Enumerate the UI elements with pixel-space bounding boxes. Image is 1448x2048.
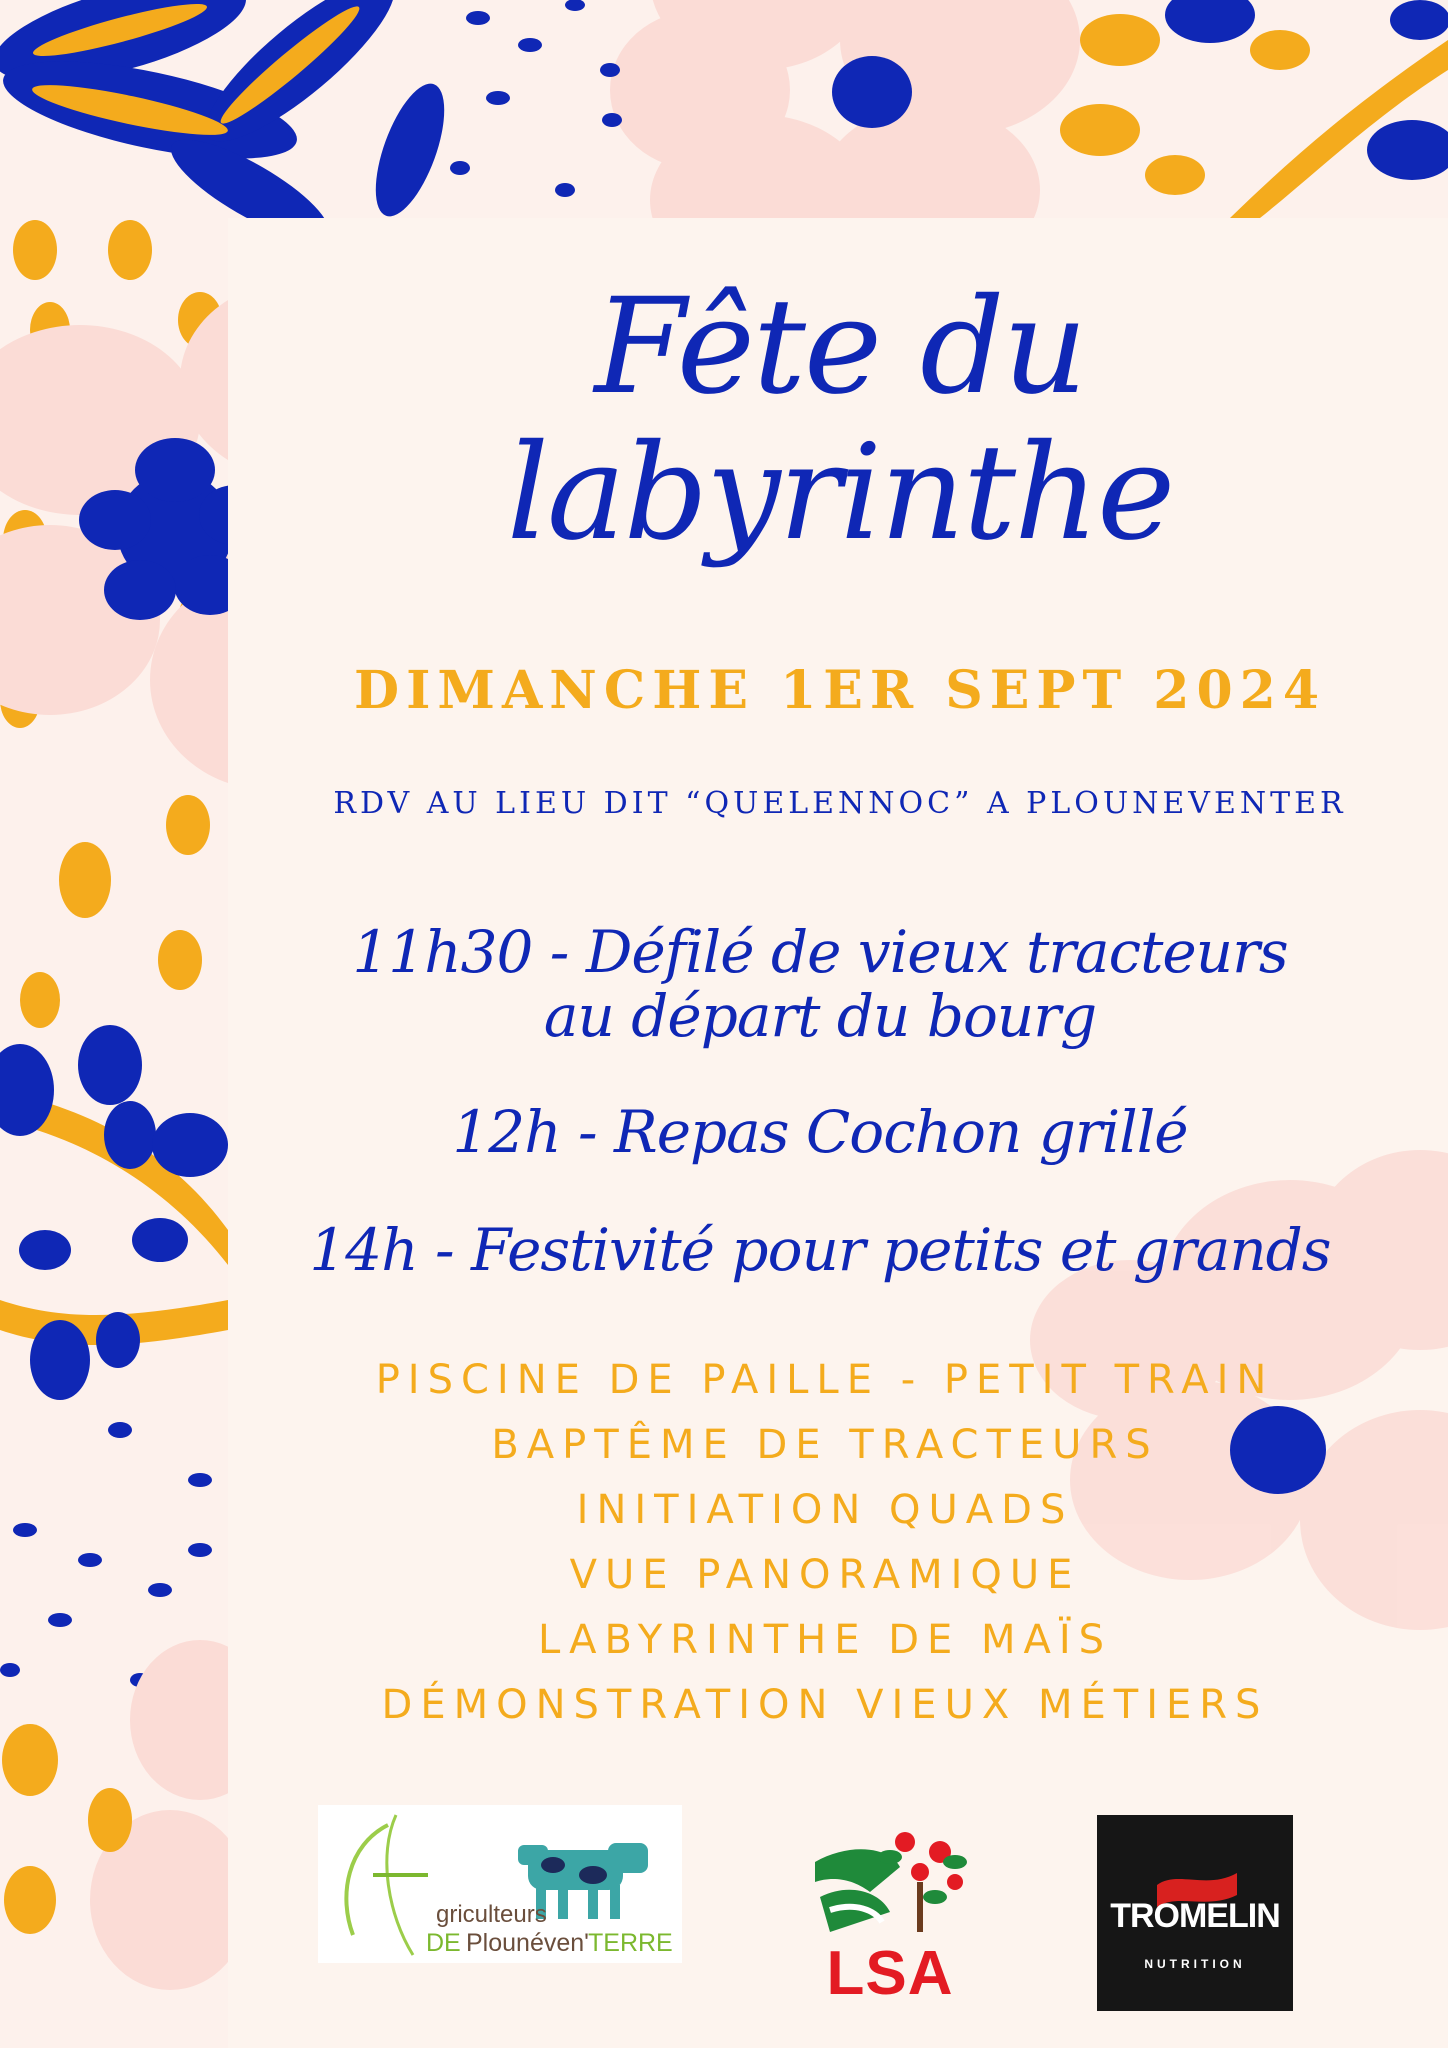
activity-item: DÉMONSTRATION VIEUX MÉTIERS <box>381 1682 1269 1728</box>
event-date: DIMANCHE 1ER SEPT 2024 <box>353 660 1327 721</box>
activity-item: PISCINE DE PAILLE - PETIT TRAIN <box>375 1357 1275 1403</box>
agri-logo-de: DE <box>426 1929 461 1957</box>
agri-logo-terre: TERRE <box>588 1929 673 1957</box>
activity-item: INITIATION QUADS <box>576 1487 1074 1533</box>
tromelin-logo <box>1097 1815 1293 2011</box>
agriculteurs-logo <box>318 1805 682 1963</box>
agri-logo-text: griculteurs <box>436 1901 547 1928</box>
schedule-item: au départ du bourg <box>543 982 1097 1050</box>
event-location: RDV AU LIEU DIT “QUELENNOC” A PLOUNEVENTER <box>333 786 1347 821</box>
schedule-item: 14h - Festivité pour petits et grands <box>309 1216 1331 1284</box>
agri-logo-plouneven: Plounéven' <box>466 1929 589 1957</box>
tromelin-logo-subtext: NUTRITION <box>1144 1957 1246 1971</box>
title-line-2: labyrinthe <box>506 416 1174 570</box>
title-line-1: Fête du <box>594 270 1086 424</box>
lsa-logo-text: LSA <box>826 1939 954 2008</box>
lsa-logo-graphic <box>810 1822 970 1942</box>
activity-item: VUE PANORAMIQUE <box>569 1552 1081 1598</box>
schedule-item: 11h30 - Défilé de vieux tracteurs <box>352 918 1288 986</box>
schedule-item: 12h - Repas Cochon grillé <box>452 1098 1188 1166</box>
tromelin-logo-text: TROMELIN <box>1110 1897 1280 1935</box>
activity-item: LABYRINTHE DE MAÏS <box>537 1617 1113 1663</box>
blue-flower-center-top <box>832 56 912 128</box>
lsa-logo <box>810 1822 970 2012</box>
activity-item: BAPTÊME DE TRACTEURS <box>491 1422 1159 1468</box>
